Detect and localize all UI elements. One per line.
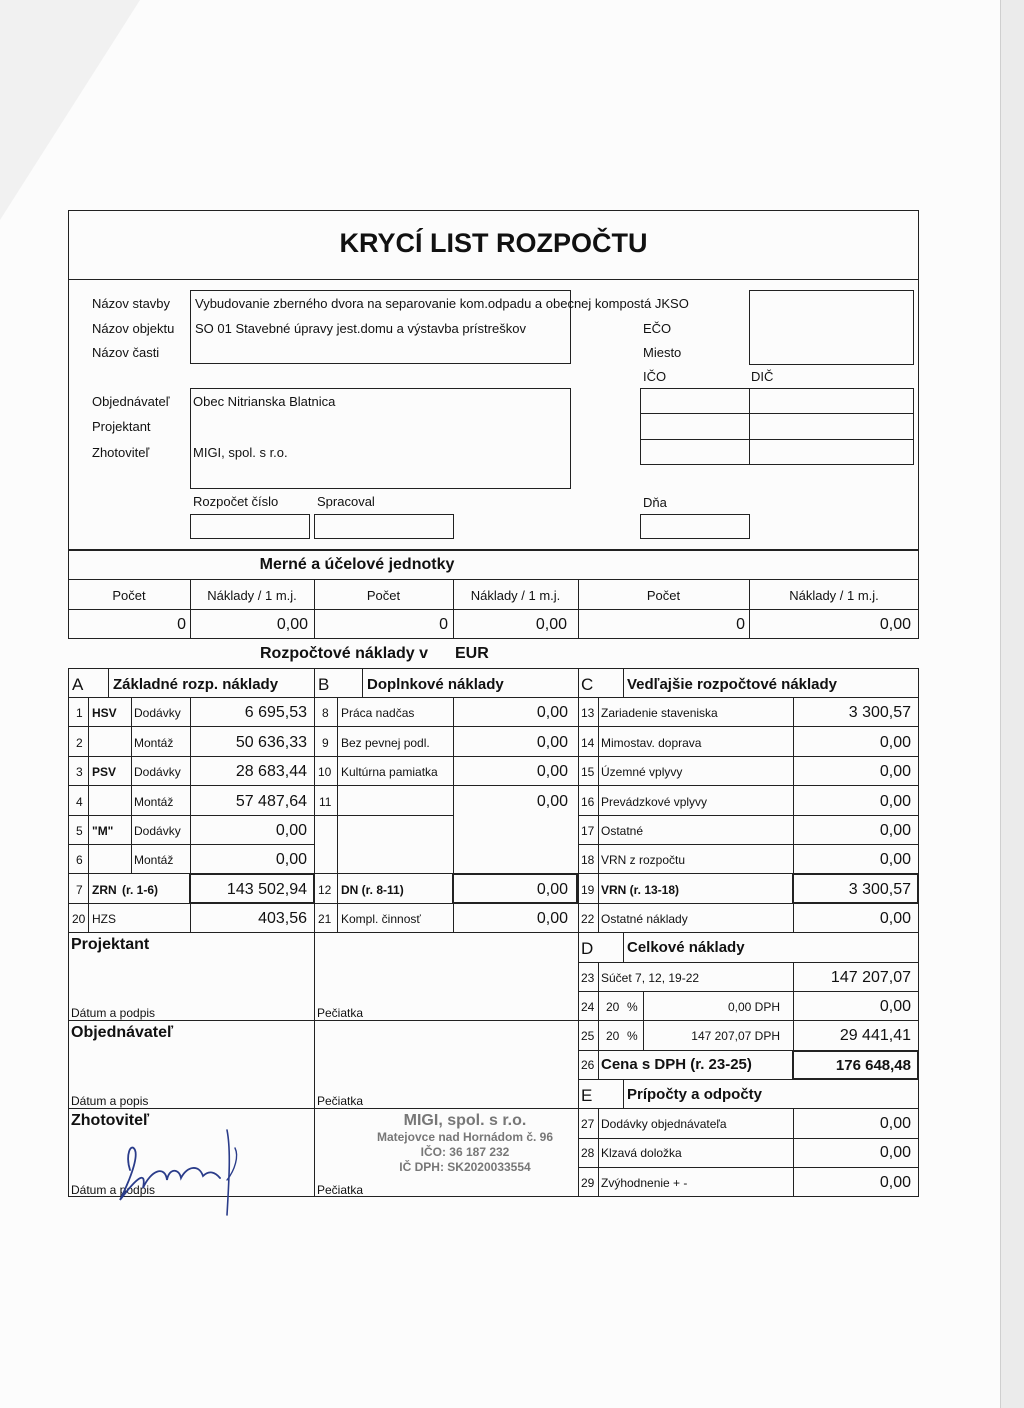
- b-row-21-n: 21: [318, 912, 332, 926]
- c-row-15-value: 0,00: [879, 763, 911, 780]
- c-line-5: [578, 844, 919, 845]
- b-row-10-value: 0,00: [536, 763, 568, 780]
- a-row-3-label: Dodávky: [134, 765, 181, 779]
- b-row-11-n: 11: [319, 795, 332, 809]
- a-row-5-n: 5: [76, 824, 83, 838]
- a-row-1-n: 1: [76, 706, 83, 720]
- e-row-29-label: Zvýhodnenie + -: [601, 1176, 688, 1190]
- units-pocet-3-label: Počet: [646, 588, 681, 603]
- c-row-16-label: Prevádzkové vplyvy: [601, 795, 708, 809]
- a-row-7-group: ZRN: [92, 883, 117, 897]
- d-row-23-value: 147 207,07: [830, 969, 911, 986]
- dna-field: [640, 514, 750, 539]
- ico-grid-line-1: [640, 413, 914, 414]
- a-row-7-label: (r. 1-6): [122, 883, 159, 897]
- a-row-1-value: 6 695,53: [244, 704, 307, 721]
- units-title: Merné a účelové jednotky: [259, 556, 455, 573]
- a-row-3-value: 28 683,44: [235, 763, 307, 780]
- section-b-title: Doplnkové náklady: [367, 676, 504, 693]
- a-row-20-group: HZS: [92, 912, 116, 926]
- units-pocet-1-value: 0: [177, 616, 186, 633]
- sig-line-1: [68, 1020, 578, 1021]
- dna-label: Dňa: [643, 495, 667, 510]
- objednavatel-peciatka-label: Pečiatka: [317, 1094, 364, 1108]
- b-row-12-value: 0,00: [536, 881, 568, 898]
- b-row-10-n: 10: [318, 765, 332, 779]
- section-d-divider: [623, 932, 624, 962]
- d-row-24-value: 0,00: [879, 998, 911, 1015]
- e-row-29-n: 29: [581, 1176, 595, 1190]
- a-line-5: [68, 844, 314, 845]
- ab-bottom-line: [68, 932, 578, 933]
- a-row-4-value: 57 487,64: [235, 793, 307, 810]
- a-row-6-n: 6: [76, 853, 83, 867]
- projektant-datum-label: Dátum a podpis: [71, 1006, 156, 1020]
- d-row-24-n: 24: [581, 1000, 595, 1014]
- c-row-22-value: 0,00: [879, 910, 911, 927]
- section-a-divider: [108, 668, 109, 697]
- e-line-1: [578, 1138, 919, 1139]
- c-row-18-n: 18: [581, 853, 595, 867]
- c-row-18-label: VRN z rozpočtu: [601, 853, 686, 867]
- zhotovitel-heading: Zhotoviteľ: [71, 1112, 150, 1129]
- section-a-title: Základné rozp. náklady: [113, 676, 279, 693]
- b-row-9-value: 0,00: [536, 734, 568, 751]
- ico-label: IČO: [643, 369, 667, 384]
- a-line-4: [68, 815, 314, 816]
- d-row-24-pct: 20: [606, 1000, 620, 1014]
- a-row-5-value: 0,00: [275, 822, 307, 839]
- a-line-1: [68, 726, 314, 727]
- zhotovitel-datum-label: Dátum a podpis: [71, 1183, 156, 1197]
- b-row-12-n: 12: [318, 883, 332, 897]
- page-title: KRYCÍ LIST ROZPOČTU: [339, 228, 648, 258]
- b-row-21-value: 0,00: [536, 910, 568, 927]
- b-row-8-label: Práca nadčas: [341, 706, 415, 720]
- b-line-4: [314, 815, 453, 816]
- sig-line-2: [68, 1108, 578, 1109]
- a-line-3: [68, 785, 314, 786]
- units-pocet-2-value: 0: [439, 616, 448, 633]
- a-row-3-n: 3: [76, 765, 83, 779]
- c-line-2: [578, 756, 919, 757]
- company-stamp: [360, 1112, 570, 1175]
- a-row-5-label: Dodávky: [134, 824, 181, 838]
- section-c-divider: [623, 668, 624, 697]
- e-row-28-n: 28: [581, 1146, 595, 1160]
- b-row-12-label: DN (r. 8-11): [341, 883, 404, 897]
- spracoval-field: [314, 514, 454, 539]
- page-fold-shadow: [0, 0, 140, 220]
- e-row-29-value: 0,00: [879, 1174, 911, 1191]
- d-row-23-n: 23: [581, 971, 595, 985]
- objednavatel-heading: Objednávateľ: [71, 1024, 174, 1041]
- projektant-label: Projektant: [92, 419, 151, 434]
- e-col-n: [598, 1108, 599, 1197]
- b-row-8-n: 8: [322, 706, 329, 720]
- c-line-3: [578, 785, 919, 786]
- dic-label: DIČ: [751, 369, 774, 384]
- d-row-25-n: 25: [581, 1029, 595, 1043]
- d-line-0: [578, 962, 919, 963]
- c-row-14-value: 0,00: [879, 734, 911, 751]
- stamp-line-2: Matejovce nad Hornádom č. 96: [376, 1130, 554, 1144]
- costs-currency: EUR: [455, 645, 489, 662]
- a-row-2-label: Montáž: [134, 736, 174, 750]
- d-row-26-n: 26: [581, 1058, 595, 1072]
- a-row-5-group: "M": [92, 824, 114, 838]
- units-naklady-3-label: Náklady / 1 m.j.: [789, 588, 879, 603]
- c-row-17-label: Ostatné: [601, 824, 644, 838]
- section-e-divider: [623, 1079, 624, 1108]
- c-row-16-value: 0,00: [879, 793, 911, 810]
- nazov-stavby-label: Názov stavby: [92, 296, 171, 311]
- ico-dic-grid: [640, 388, 914, 465]
- c-line-8: [578, 932, 919, 933]
- eco-label: EČO: [643, 321, 672, 336]
- a-row-20-n: 20: [72, 912, 86, 926]
- b-row-10-label: Kultúrna pamiatka: [341, 765, 438, 779]
- d-row-25-pct-sign: %: [627, 1029, 638, 1043]
- objednavatel-label: Objednávateľ: [92, 394, 170, 409]
- units-pocet-1-label: Počet: [112, 588, 146, 603]
- units-naklady-1-label: Náklady / 1 m.j.: [207, 588, 297, 603]
- nazov-objektu-label: Názov objektu: [92, 321, 175, 336]
- section-c-title: Vedľajšie rozpočtové náklady: [627, 676, 838, 693]
- a-row-6-value: 0,00: [275, 851, 307, 868]
- e-line-2: [578, 1167, 919, 1168]
- c-row-18-value: 0,00: [879, 851, 911, 868]
- projektant-peciatka-label: Pečiatka: [317, 1006, 364, 1020]
- d-row-23-label: Súčet 7, 12, 19-22: [601, 971, 700, 985]
- d-row-25-value: 29 441,41: [839, 1027, 911, 1044]
- c-line-1: [578, 726, 919, 727]
- zhotovitel-peciatka-label: Pečiatka: [317, 1183, 364, 1197]
- spracoval-label: Spracoval: [317, 494, 375, 509]
- projektant-heading: Projektant: [71, 936, 150, 953]
- c-row-19-n: 19: [581, 883, 595, 897]
- e-row-27-label: Dodávky objednávateľa: [601, 1117, 727, 1131]
- units-pocet-3-value: 0: [736, 616, 745, 633]
- rozpocet-cislo-field: [190, 514, 310, 539]
- e-row-28-value: 0,00: [879, 1144, 911, 1161]
- d-row-25-pct: 20: [606, 1029, 620, 1043]
- b-line-3: [314, 785, 578, 786]
- c-row-19-label: VRN (r. 13-18): [601, 883, 680, 897]
- c-row-22-label: Ostatné náklady: [601, 912, 688, 926]
- c-row-13-value: 3 300,57: [848, 704, 911, 721]
- section-e-letter: E: [581, 1086, 593, 1105]
- a-row-2-n: 2: [76, 736, 83, 750]
- page-edge: [1000, 0, 1024, 1408]
- section-c-letter: C: [581, 675, 594, 694]
- d-line-2: [578, 1020, 919, 1021]
- c-line-4: [578, 815, 919, 816]
- a-row-4-n: 4: [76, 795, 83, 809]
- e-row-27-n: 27: [581, 1117, 595, 1131]
- handwritten-signature: [95, 1120, 245, 1220]
- a-row-20-value: 403,56: [258, 910, 307, 927]
- section-b-divider: [362, 668, 363, 697]
- b-row-9-label: Bez pevnej podl.: [341, 736, 430, 750]
- zhotovitel-label: Zhotoviteľ: [92, 445, 150, 460]
- b-row-8-value: 0,00: [536, 704, 568, 721]
- units-naklady-2-value: 0,00: [535, 616, 567, 633]
- a-row-7-n: 7: [76, 883, 83, 897]
- units-pocet-2-label: Počet: [366, 588, 401, 603]
- c-row-15-n: 15: [581, 765, 595, 779]
- section-b-letter: B: [318, 675, 330, 694]
- costs-header-line: [68, 697, 919, 698]
- nazov-casti-label: Názov časti: [92, 345, 160, 360]
- title-divider: [68, 279, 919, 280]
- stamp-line-4: IČ DPH: SK2020033554: [399, 1160, 531, 1174]
- units-naklady-3-value: 0,00: [879, 616, 911, 633]
- zhotovitel-value: MIGI, spol. s r.o.: [193, 445, 288, 460]
- b-row-11-value: 0,00: [536, 793, 568, 810]
- units-line-2: [68, 609, 919, 610]
- e-line-0: [578, 1108, 919, 1109]
- a-row-2-value: 50 636,33: [235, 734, 307, 751]
- d-col-n: [598, 962, 599, 1079]
- units-naklady-2-label: Náklady / 1 m.j.: [470, 588, 561, 603]
- objednavatel-datum-label: Dátum a popis: [71, 1094, 149, 1108]
- a-row-6-label: Montáž: [134, 853, 174, 867]
- e-row-28-label: Klzavá doložka: [601, 1146, 682, 1160]
- b-row-9-n: 9: [322, 736, 329, 750]
- section-a-letter: A: [72, 675, 84, 694]
- units-naklady-1-value: 0,00: [276, 616, 308, 633]
- nazov-stavby-value: Vybudovanie zberného dvora na separovanie kom.odpadu a obecnej kompostá JKSO: [195, 296, 689, 311]
- d-row-24-pct-sign: %: [627, 1000, 638, 1014]
- section-e-title: Prípočty a odpočty: [627, 1086, 763, 1103]
- miesto-label: Miesto: [643, 345, 682, 360]
- c-row-15-label: Územné vplyvy: [601, 765, 683, 779]
- section-d-title: Celkové náklady: [627, 939, 745, 956]
- c-row-22-n: 22: [581, 912, 595, 926]
- d-row-26-value: 176 648,48: [835, 1057, 911, 1074]
- c-row-17-value: 0,00: [879, 822, 911, 839]
- c-row-16-n: 16: [581, 795, 595, 809]
- a-row-1-label: Dodávky: [134, 706, 181, 720]
- e-row-27-value: 0,00: [879, 1115, 911, 1132]
- rozpocet-cislo-label: Rozpočet číslo: [193, 494, 279, 509]
- c-row-19-value: 3 300,57: [848, 881, 911, 898]
- a-row-7-value: 143 502,94: [226, 881, 307, 898]
- costs-title: Rozpočtové náklady v: [260, 645, 429, 662]
- b-line-2: [314, 756, 578, 757]
- b-row-21-label: Kompl. činnosť: [341, 912, 421, 926]
- c-row-17-n: 17: [581, 824, 595, 838]
- ico-grid-divider: [749, 388, 750, 465]
- c-row-14-n: 14: [581, 736, 595, 750]
- a-row-1-group: HSV: [92, 706, 117, 720]
- stamp-line-1: MIGI, spol. s r.o.: [403, 1112, 527, 1129]
- ico-grid-line-2: [640, 439, 914, 440]
- b-line-1: [314, 726, 578, 727]
- a-row-3-group: PSV: [92, 765, 117, 779]
- units-line-1: [68, 579, 919, 580]
- section-d-letter: D: [581, 939, 594, 958]
- a-row-4-label: Montáž: [134, 795, 174, 809]
- nazov-objektu-value: SO 01 Stavebné úpravy jest.domu a výstavba prístreškov: [195, 321, 526, 336]
- a-line-2: [68, 756, 314, 757]
- c-row-13-label: Zariadenie staveniska: [601, 706, 718, 720]
- d-line-1: [578, 991, 919, 992]
- d-row-25-base: 147 207,07 DPH: [691, 1029, 780, 1043]
- c-row-13-n: 13: [581, 706, 595, 720]
- d-row-26-label: Cena s DPH (r. 23-25): [601, 1056, 752, 1073]
- c-row-14-label: Mimostav. doprava: [601, 736, 702, 750]
- stamp-line-3: IČO: 36 187 232: [420, 1145, 510, 1159]
- d-row-24-base: 0,00 DPH: [727, 1000, 780, 1014]
- jkso-box: [749, 290, 914, 365]
- objednavatel-value: Obec Nitrianska Blatnica: [193, 394, 336, 409]
